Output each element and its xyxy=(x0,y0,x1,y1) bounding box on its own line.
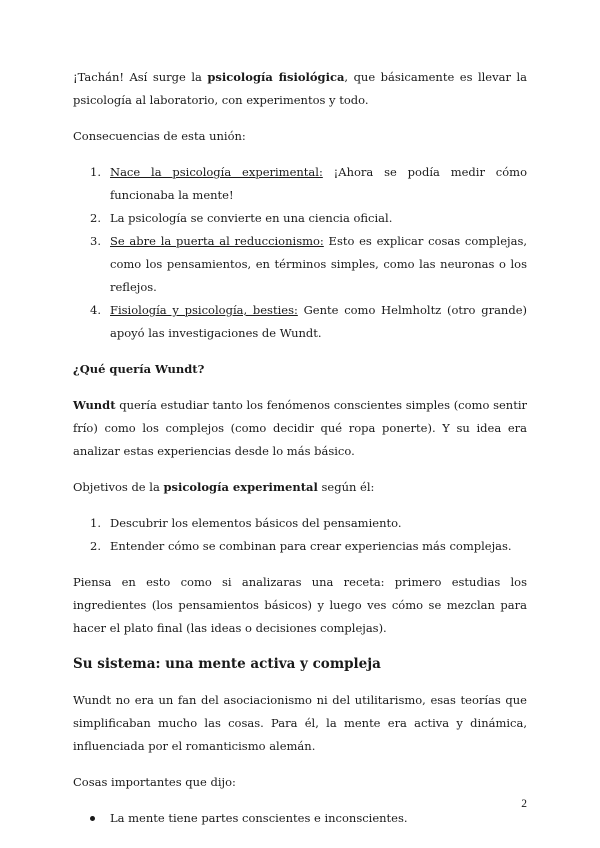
list-item-lead: Fisiología y psicología, besties: xyxy=(110,303,298,317)
list-item xyxy=(73,230,527,299)
list-number: 1. xyxy=(90,165,101,179)
system-paragraph: Wundt no era un fan del asociacionismo ni del utilitarismo, esas teorías que simplificaban mucho las cosas. Para él, la mente era activa y dinámica, influenciada por el romanticismo alemán. xyxy=(73,693,527,753)
list-item xyxy=(73,512,527,535)
list-item xyxy=(73,299,527,345)
objectives-label-post: según él: xyxy=(317,480,375,494)
intro-bold-term: psicología fisiológica xyxy=(207,70,345,84)
recipe-paragraph: Piensa en esto como si analizaras una receta: primero estudias los ingredientes (los pensamientos básicos) y luego ves cómo se mezclan para hacer el plato final (las ideas o decisiones complejas). xyxy=(73,575,527,635)
objectives-label-pre: Objetivos de la xyxy=(73,480,164,494)
list-number: 2. xyxy=(90,539,101,553)
list-item-text: La psicología se convierte en una ciencia oficial. xyxy=(110,211,393,225)
intro-text-post: , que básicamente es llevar la psicología al laboratorio, con experimentos y todo. xyxy=(73,70,527,107)
consequences-list xyxy=(73,161,527,345)
list-number: 1. xyxy=(90,516,101,530)
list-number: 2. xyxy=(90,211,101,225)
intro-text-pre: ¡Tachán! Así surge la xyxy=(73,70,208,84)
wundt-paragraph xyxy=(73,394,527,463)
list-item xyxy=(73,535,527,558)
wundt-bold-name: Wundt xyxy=(73,398,116,412)
system-heading: Su sistema: una mente activa y compleja xyxy=(73,656,381,672)
list-item xyxy=(73,207,527,230)
list-item-text: ¡Ahora se podía medir cómo funcionaba la mente! xyxy=(110,165,528,202)
page-number: 2 xyxy=(521,798,527,810)
list-item-text: Descubrir los elementos básicos del pensamiento. xyxy=(110,516,402,530)
list-number: 3. xyxy=(90,234,101,248)
list-item-text: La mente tiene partes conscientes e inconscientes. xyxy=(110,811,408,825)
objectives-list xyxy=(73,512,527,558)
list-item-lead: Se abre la puerta al reduccionismo: xyxy=(110,234,324,248)
objectives-bold-term: psicología experimental xyxy=(163,480,318,494)
list-item-text: Esto es explicar cosas complejas, como los pensamientos, en términos simples, como las neuronas o los reflejos. xyxy=(110,234,527,294)
list-item-text: Gente como Helmholtz (otro grande) apoyó las investigaciones de Wundt. xyxy=(110,303,527,340)
bullet-icon xyxy=(90,816,95,821)
important-label: Cosas importantes que dijo: xyxy=(73,775,236,789)
important-list xyxy=(73,807,527,830)
intro-paragraph xyxy=(73,66,527,112)
list-item-lead: Nace la psicología experimental: xyxy=(110,165,323,179)
consequences-label: Consecuencias de esta unión: xyxy=(73,129,246,143)
list-item xyxy=(73,161,527,207)
wundt-paragraph-text: quería estudiar tanto los fenómenos conscientes simples (como sentir frío) como los complejos (como decidir qué ropa ponerte). Y su idea era analizar estas experiencias desde lo más básico. xyxy=(73,398,527,458)
list-item xyxy=(73,807,527,830)
list-item-text: Entender cómo se combinan para crear experiencias más complejas. xyxy=(110,539,512,553)
objectives-label xyxy=(73,476,527,499)
page-content xyxy=(73,66,527,830)
wundt-heading-text: ¿Qué quería Wundt? xyxy=(73,362,205,376)
wundt-heading xyxy=(73,358,527,381)
list-number: 4. xyxy=(90,303,101,317)
